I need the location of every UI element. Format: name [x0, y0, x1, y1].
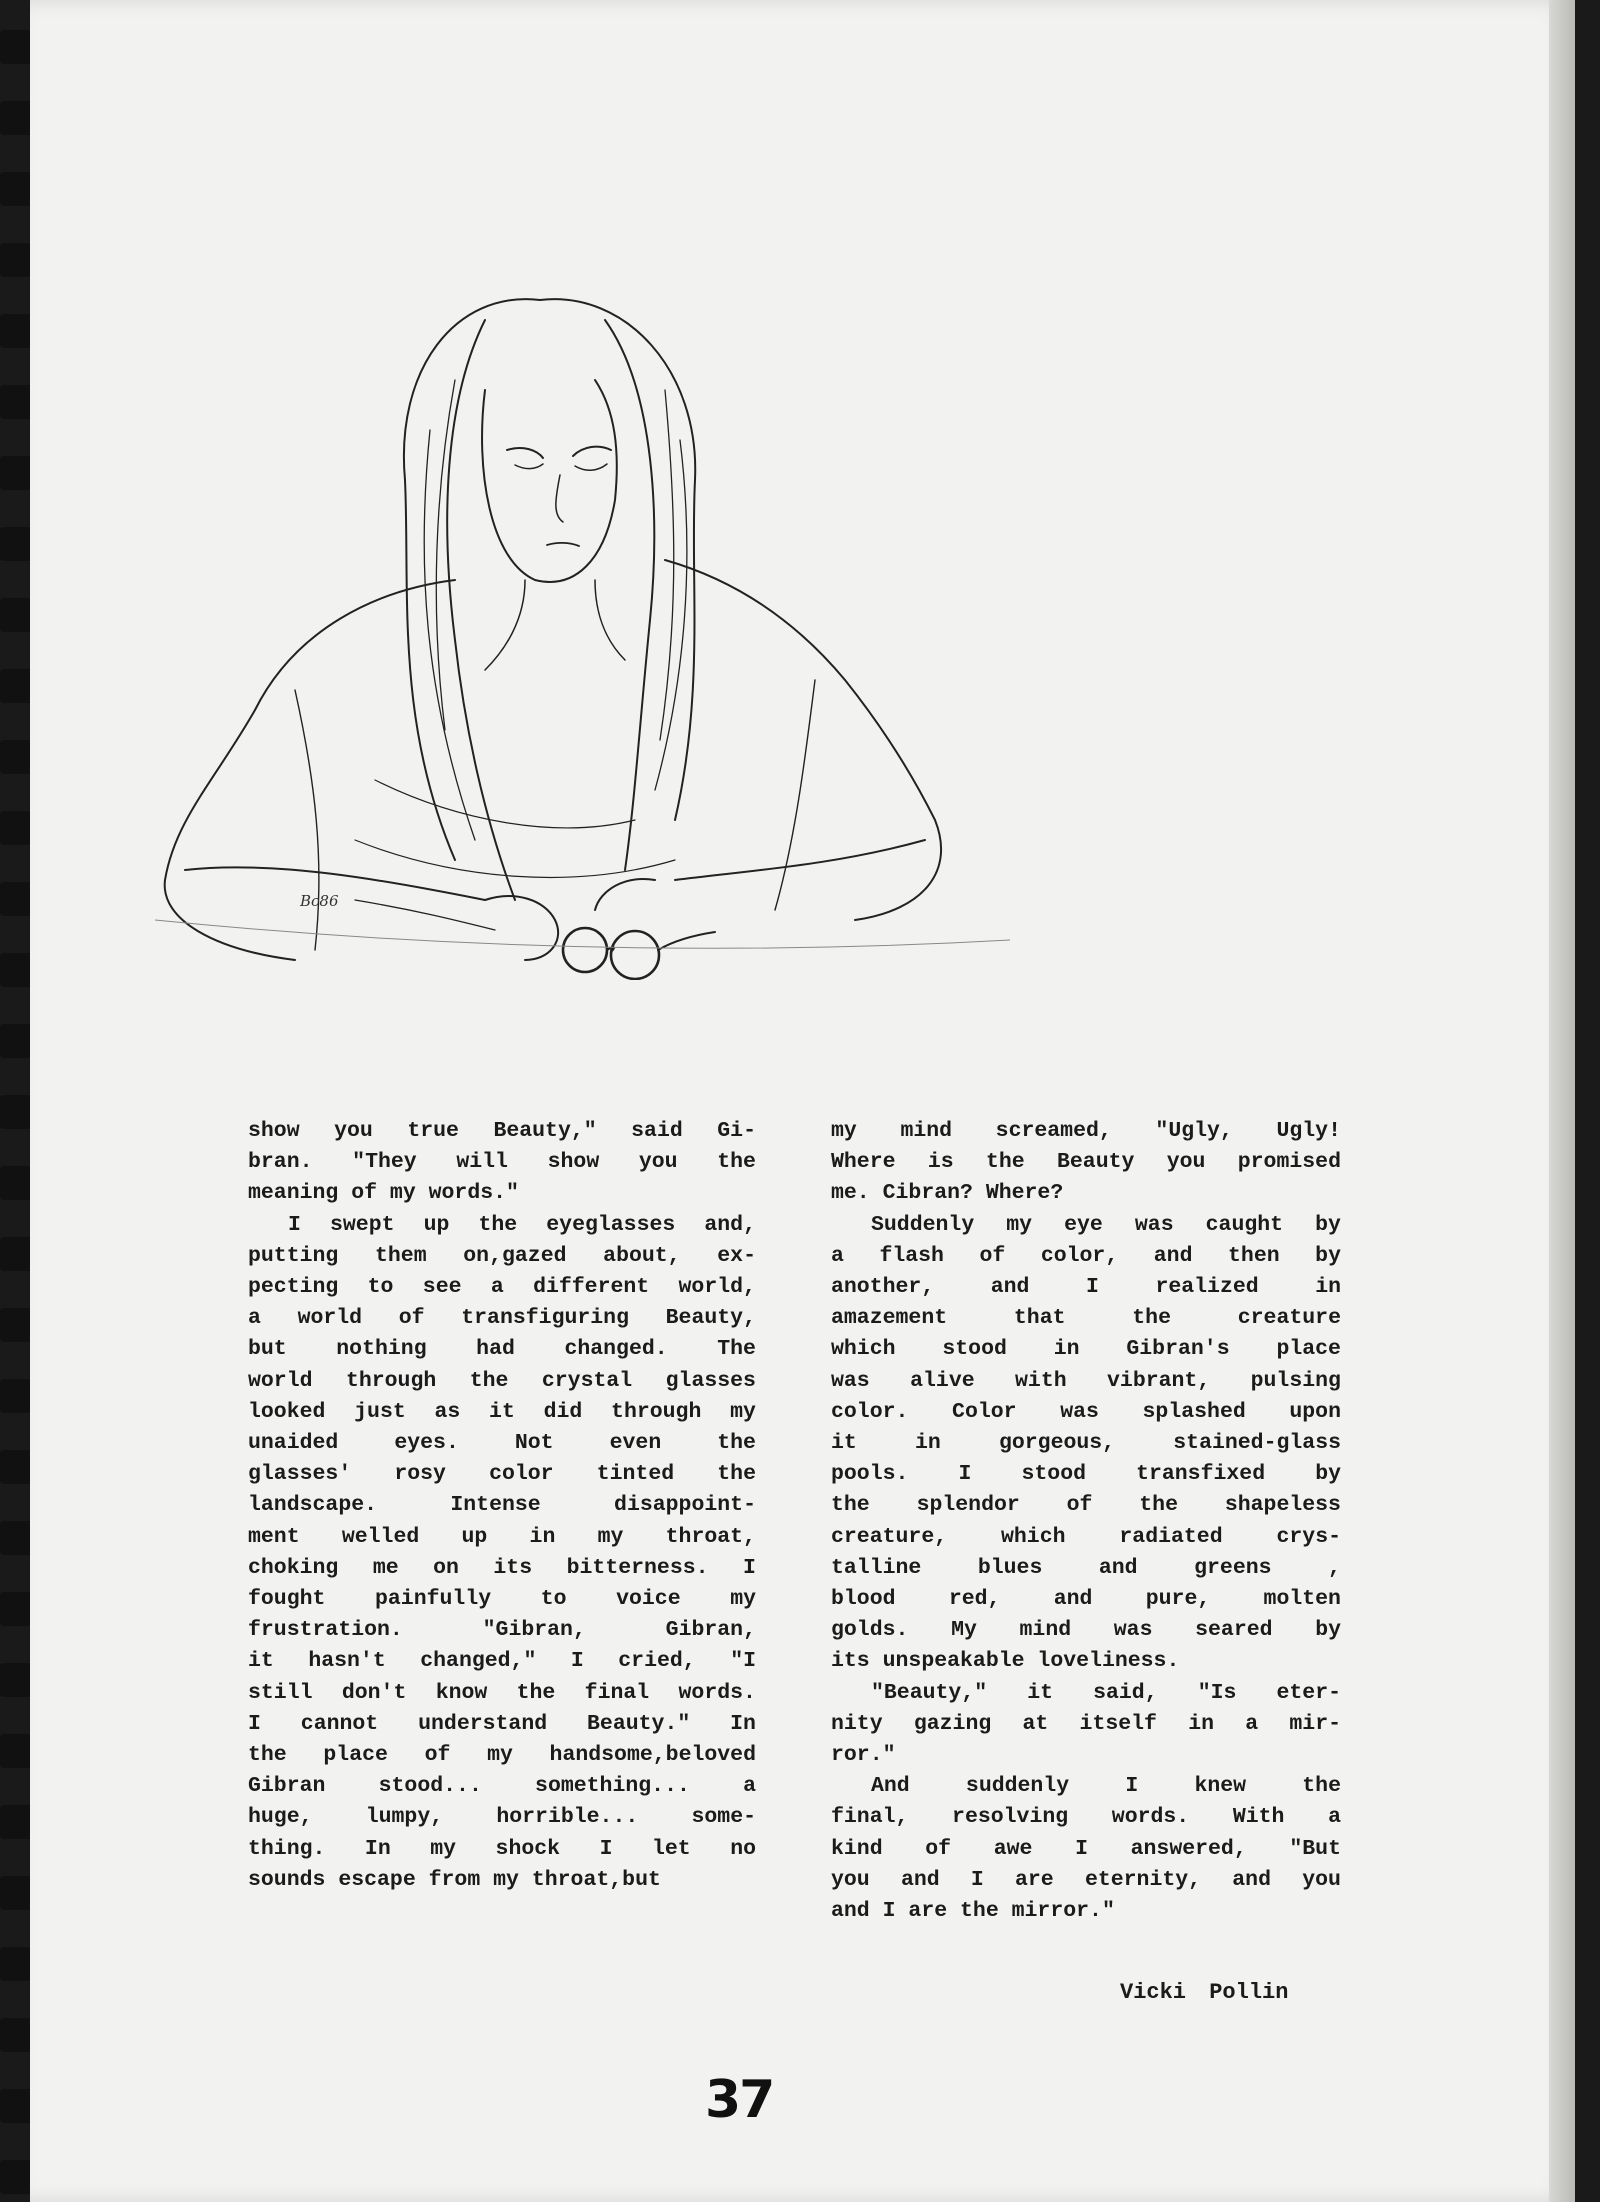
text-line: meaning of my words.": [248, 1181, 519, 1206]
text-line: nity gazing at itself in a mir-: [831, 1711, 1341, 1736]
text-line: choking me on its bitterness. I: [248, 1555, 756, 1580]
text-line: frustration. "Gibran, Gibran,: [248, 1618, 756, 1643]
text-line: thing. In my shock I let no: [248, 1836, 756, 1861]
text-line: the splendor of the shapeless: [831, 1493, 1341, 1518]
text-line: color. Color was splashed upon: [831, 1399, 1341, 1424]
page-number: 37: [705, 2070, 774, 2130]
text-line: looked just as it did through my: [248, 1399, 756, 1424]
text-line: still don't know the final words.: [248, 1680, 756, 1705]
text-line: kind of awe I answered, "But: [831, 1836, 1341, 1861]
page-edge: [1549, 0, 1575, 2202]
text-line: "Beauty," it said, "Is eter-: [871, 1680, 1341, 1705]
text-line: golds. My mind was seared by: [831, 1618, 1341, 1643]
author-signature: Vicki Pollin: [1120, 1980, 1289, 2005]
text-line: Gibran stood... something... a: [248, 1774, 756, 1799]
story-right-column: [831, 1116, 1341, 1927]
illustration-woman-with-glasses: [155, 260, 1010, 980]
text-line: ment welled up in my throat,: [248, 1524, 756, 1549]
text-line: Where is the Beauty you promised: [831, 1150, 1341, 1175]
text-line: sounds escape from my throat,but: [248, 1867, 661, 1892]
text-line: putting them on,gazed about, ex-: [248, 1243, 756, 1268]
text-line: show you true Beauty," said Gi-: [248, 1119, 756, 1143]
text-line: amazement that the creature: [831, 1306, 1341, 1331]
text-line: pools. I stood transfixed by: [831, 1462, 1341, 1487]
text-line: Suddenly my eye was caught by: [871, 1212, 1341, 1237]
text-line: a flash of color, and then by: [831, 1243, 1341, 1268]
text-line: but nothing had changed. The: [248, 1337, 756, 1362]
text-line: it in gorgeous, stained-glass: [831, 1431, 1341, 1456]
text-line: unaided eyes. Not even the: [248, 1431, 756, 1456]
text-line: I cannot understand Beauty." In: [248, 1711, 756, 1736]
artist-signature: Bc86: [300, 892, 339, 910]
text-line: world through the crystal glasses: [248, 1368, 756, 1393]
text-line: final, resolving words. With a: [831, 1805, 1341, 1830]
text-line: talline blues and greens ,: [831, 1555, 1341, 1580]
text-line: I swept up the eyeglasses and,: [288, 1212, 756, 1237]
text-line: ror.": [831, 1743, 896, 1768]
text-line: me. Cibran? Where?: [831, 1181, 1064, 1206]
text-line: another, and I realized in: [831, 1275, 1341, 1300]
story-left-column: [248, 1116, 756, 1896]
text-line: huge, lumpy, horrible... some-: [248, 1805, 756, 1830]
text-line: my mind screamed, "Ugly, Ugly!: [831, 1119, 1341, 1143]
text-line: was alive with vibrant, pulsing: [831, 1368, 1341, 1393]
text-line: creature, which radiated crys-: [831, 1524, 1341, 1549]
text-line: glasses' rosy color tinted the: [248, 1462, 756, 1487]
text-line: bran. "They will show you the: [248, 1150, 756, 1175]
text-line: pecting to see a different world,: [248, 1275, 756, 1300]
text-line: you and I are eternity, and you: [831, 1867, 1341, 1892]
text-line: its unspeakable loveliness.: [831, 1649, 1180, 1674]
text-line: the place of my handsome,beloved: [248, 1743, 756, 1768]
text-line: and I are the mirror.": [831, 1899, 1115, 1924]
text-line: And suddenly I knew the: [871, 1774, 1341, 1799]
text-line: landscape. Intense disappoint-: [248, 1493, 756, 1518]
text-line: fought painfully to voice my: [248, 1587, 756, 1612]
text-line: it hasn't changed," I cried, "I: [248, 1649, 756, 1674]
text-line: blood red, and pure, molten: [831, 1587, 1341, 1612]
text-line: a world of transfiguring Beauty,: [248, 1306, 756, 1331]
text-line: which stood in Gibran's place: [831, 1337, 1341, 1362]
